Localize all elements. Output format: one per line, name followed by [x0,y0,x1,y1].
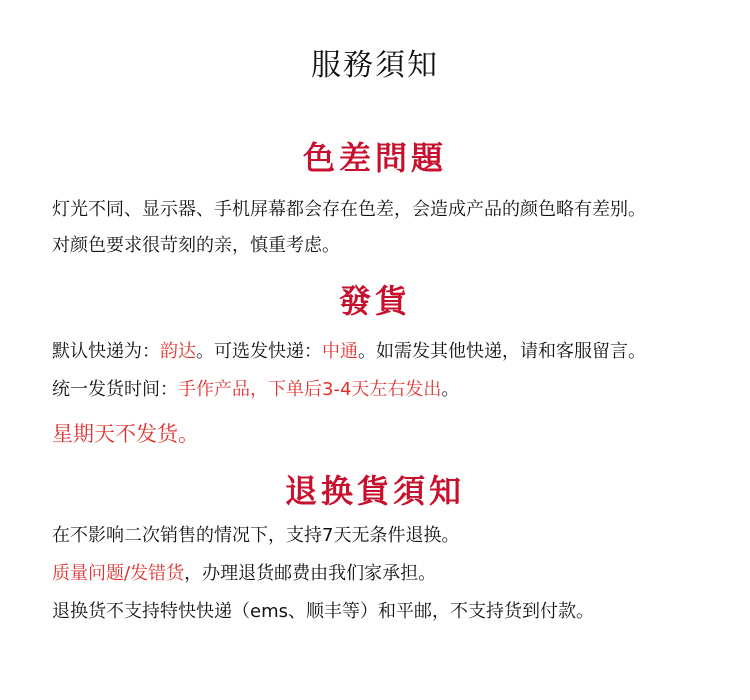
shipping-time-label: 统一发货时间： [52,379,178,400]
shipping-other-note: 。如需发其他快递，请和客服留言。 [358,341,646,362]
shipping-time-value: 手作产品，下单后3-4天左右发出 [178,379,442,400]
shipping-text-2 [52,378,730,402]
returns-quality-issue: 质量问题/发错货 [52,563,185,584]
courier-yunda: 韵达 [160,341,196,362]
shipping-optional-label: 。可选发快递： [196,341,322,362]
page-title: 服務須知 [311,48,439,83]
returns-text-2 [52,562,730,586]
courier-zhongtong: 中通 [322,341,358,362]
color-difference-text-1: 灯光不同、显示器、手机屏幕都会存在色差，会造成产品的颜色略有差别。 [52,199,646,220]
shipping-time-end: 。 [441,379,460,400]
returns-text-3: 退换货不支持特快快递（ems、顺丰等）和平邮，不支持货到付款。 [52,601,594,622]
section-heading-shipping: 發貨 [338,282,411,320]
returns-text-1: 在不影响二次销售的情况下，支持7天无条件退换。 [52,525,460,546]
returns-shipping-cost-note: ，办理退货邮费由我们家承担。 [184,563,437,584]
no-sunday-shipping: 星期天不发货。 [52,422,199,446]
color-difference-text-2: 对颜色要求很苛刻的亲，慎重考虑。 [52,235,340,256]
shipping-text-1 [52,340,730,364]
section-heading-color-difference: 色差問題 [302,139,447,177]
shipping-default-label: 默认快递为： [52,341,160,362]
section-heading-returns: 退换貨須知 [284,472,465,510]
